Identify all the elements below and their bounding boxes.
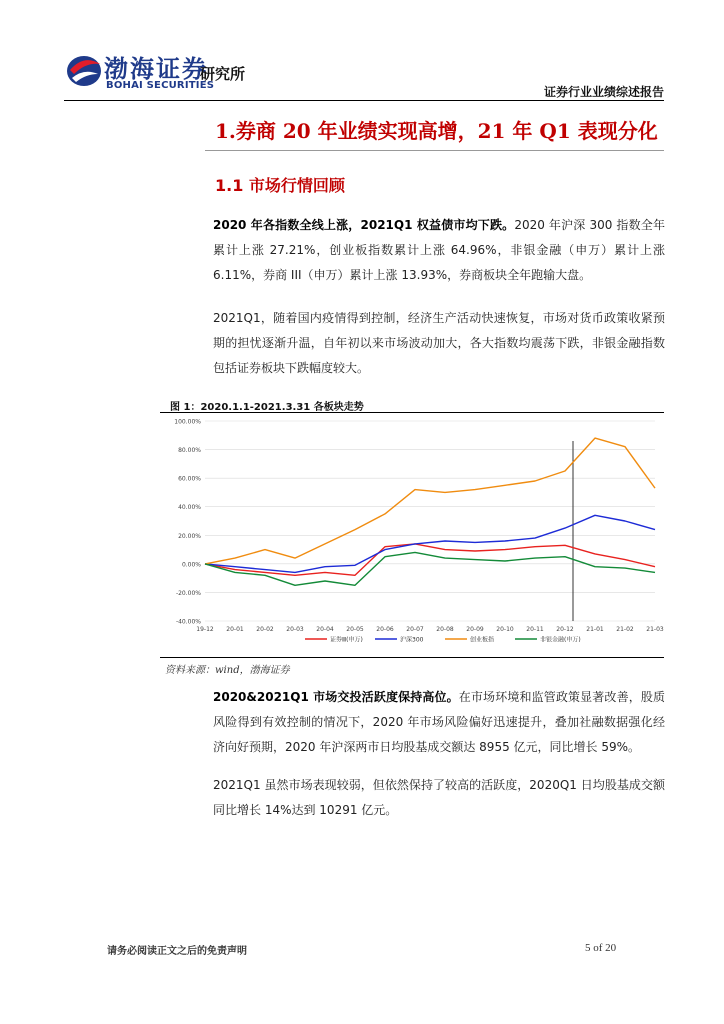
x-tick-label: 20-12 — [556, 626, 574, 633]
x-tick-label: 20-09 — [466, 626, 484, 633]
figure-caption: 图 1：2020.1.1-2021.3.31 各板块走势 — [170, 402, 364, 413]
y-tick-label: 20.00% — [178, 532, 201, 540]
x-tick-label: 20-10 — [496, 626, 514, 633]
chart-y-tick-labels — [174, 419, 201, 626]
y-tick-label: 100.00% — [174, 418, 201, 426]
y-tick-label: 0.00% — [181, 561, 201, 569]
y-tick-label: 40.00% — [178, 504, 201, 512]
x-tick-label: 20-08 — [436, 626, 454, 633]
chart-legend — [305, 636, 581, 644]
paragraph-trading-activity — [213, 685, 665, 760]
legend-label: 非银金融(申万) — [540, 636, 581, 644]
paragraph-body: 2021Q1 虽然市场表现较弱，但依然保持了较高的活跃度，2020Q1 日均股基成交额同比增长 14%达到 10291 亿元。 — [213, 778, 665, 817]
y-tick-label: -20.00% — [175, 589, 201, 597]
paragraph-q1-review — [213, 306, 665, 381]
x-tick-label: 21-02 — [616, 626, 634, 633]
section-title: 1.券商 20 年业绩实现高增，21 年 Q1 表现分化 — [215, 119, 658, 143]
section-subtitle: 1.1 市场行情回顾 — [215, 176, 345, 195]
paragraph-lead: 2020 年各指数全线上涨，2021Q1 权益债市均下跌。 — [213, 218, 515, 232]
paragraph-q1-activity — [213, 773, 665, 823]
figure-source: 资料来源：wind，渤海证券 — [165, 665, 290, 676]
figure-bottom-divider — [160, 657, 664, 658]
series-line — [205, 438, 655, 564]
paragraph-index-summary — [213, 213, 665, 288]
header-divider — [64, 100, 664, 101]
sector-trend-chart — [160, 413, 664, 657]
x-tick-label: 20-11 — [526, 626, 544, 633]
report-type: 证券行业业绩综述报告 — [543, 85, 664, 99]
disclaimer-note: 请务必阅读正文之后的免责声明 — [107, 946, 247, 957]
x-tick-label: 20-07 — [406, 626, 424, 633]
paragraph-body: 在市场环境和监管政策显著改善，股质风险得到有效控制的情况下，2020 年市场风险偏好迅速提升，叠加社融数据强化经济向好预期，2020 年沪深两市日均股基成交额达 8955 亿元，同比增长 59%。 — [213, 690, 665, 754]
chart-series-lines — [205, 438, 655, 585]
x-tick-label: 21-01 — [586, 626, 604, 633]
bohai-logo — [64, 50, 104, 90]
page-number: 5 of 20 — [585, 942, 617, 954]
y-tick-label: 60.00% — [178, 475, 201, 483]
brand-name-cn: 渤海证券 — [104, 54, 208, 83]
series-line — [205, 552, 655, 585]
paragraph-body: 2020 年沪深 300 指数全年累计上涨 27.21%，创业板指数累计上涨 64.96%，非银金融（申万）累计上涨 6.11%，券商 III（申万）累计上涨 13.93%，券商板块全年跑输大盘。 — [213, 218, 665, 282]
x-tick-label: 20-01 — [226, 626, 244, 633]
brand-name-en: BOHAI SECURITIES — [106, 80, 215, 91]
paragraph-lead: 2020&2021Q1 市场交投活跃度保持高位。 — [213, 690, 459, 704]
x-tick-label: 20-03 — [286, 626, 304, 633]
section-title-divider — [205, 150, 664, 151]
y-tick-label: 80.00% — [178, 447, 201, 455]
department-label: 研究所 — [200, 65, 246, 83]
x-tick-label: 19-12 — [196, 626, 214, 633]
x-tick-label: 20-06 — [376, 626, 394, 633]
paragraph-body: 2021Q1，随着国内疫情得到控制，经济生产活动快速恢复，市场对货币政策收紧预期的担忧逐渐升温，自年初以来市场波动加大，各大指数均震荡下跌，非银金融指数包括证券板块下跌幅度较大。 — [213, 311, 665, 375]
chart-x-tick-labels — [196, 626, 664, 633]
x-tick-label: 20-04 — [316, 626, 334, 633]
x-tick-label: 20-05 — [346, 626, 364, 633]
chart-gridlines — [205, 421, 655, 621]
legend-label: 创业板指 — [470, 636, 495, 644]
legend-label: 证券Ⅲ(申万) — [330, 636, 363, 644]
x-tick-label: 20-02 — [256, 626, 274, 633]
legend-label: 沪深300 — [400, 636, 424, 644]
y-tick-label: -40.00% — [175, 618, 201, 626]
x-tick-label: 21-03 — [646, 626, 664, 633]
